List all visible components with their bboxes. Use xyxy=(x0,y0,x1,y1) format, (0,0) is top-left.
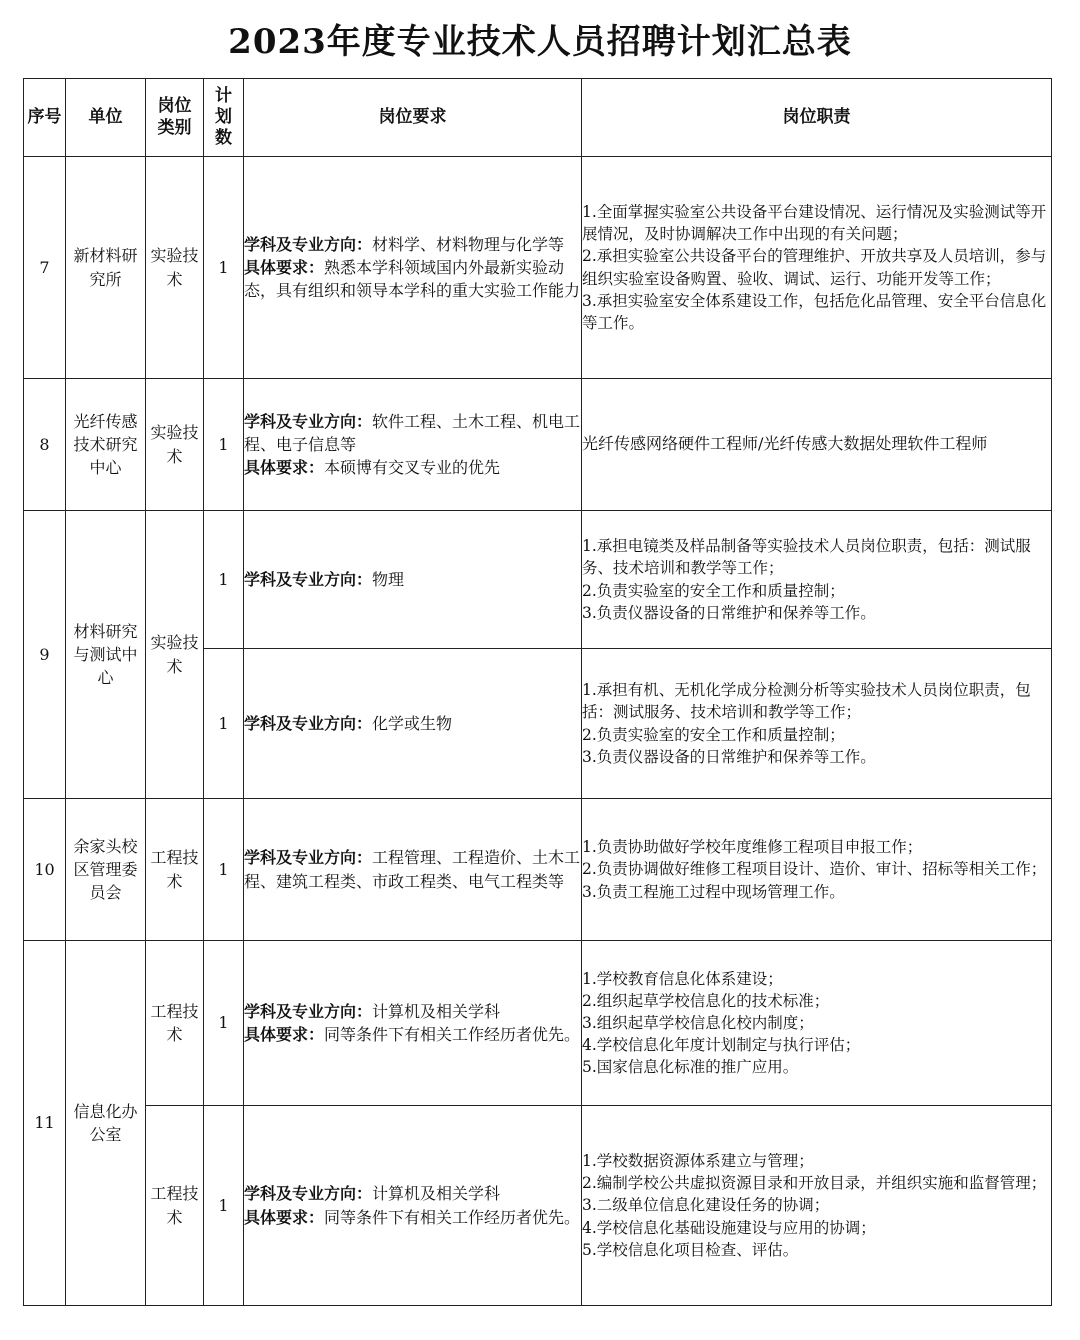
detail-value: 同等条件下有相关工作经历者优先。 xyxy=(324,1207,581,1227)
requirements-cell xyxy=(244,1106,582,1306)
duty-line: 1.学校教育信息化体系建设； xyxy=(582,969,783,988)
category-cell: 工程技术 xyxy=(146,941,204,1106)
count-cell: 1 xyxy=(204,157,244,379)
duties-cell xyxy=(582,799,1052,941)
duty-line: 3.组织起草学校信息化校内制度； xyxy=(582,1013,814,1032)
row-index: 8 xyxy=(24,379,66,511)
row-index: 9 xyxy=(24,511,66,799)
duty-line: 4.学校信息化基础设施建设与应用的协调； xyxy=(582,1218,876,1237)
duty-line: 2.组织起草学校信息化的技术标准； xyxy=(582,991,830,1010)
table-row xyxy=(24,799,1052,941)
row-index: 7 xyxy=(24,157,66,379)
field-label: 学科及专业方向： xyxy=(244,234,373,254)
detail-value: 同等条件下有相关工作经历者优先。 xyxy=(324,1025,581,1044)
requirements-cell xyxy=(244,941,582,1106)
duty-line: 5.国家信息化标准的推广应用。 xyxy=(582,1058,799,1077)
duty-line: 2.负责协调做好维修工程项目设计、造价、审计、招标等相关工作； xyxy=(582,860,1047,879)
duty-line: 1.负责协助做好学校年度维修工程项目申报工作； xyxy=(582,838,923,857)
duty-line: 2.负责实验室的安全工作和质量控制； xyxy=(582,581,845,600)
field-label: 学科及专业方向： xyxy=(244,848,373,868)
duty-line: 3.二级单位信息化建设任务的协调； xyxy=(582,1196,830,1215)
duties-cell xyxy=(582,649,1052,799)
duty-line: 3.负责仪器设备的日常维护和保养等工作。 xyxy=(582,747,876,766)
detail-label: 具体要求： xyxy=(244,1207,325,1227)
table-row xyxy=(24,941,1052,1106)
duties-cell: 光纤传感网络硬件工程师/光纤传感大数据处理软件工程师 xyxy=(582,379,1052,511)
count-cell: 1 xyxy=(204,1106,244,1306)
header-unit: 单位 xyxy=(66,79,146,157)
duty-line: 2.负责实验室的安全工作和质量控制； xyxy=(582,725,845,744)
field-value: 化学或生物 xyxy=(372,713,453,733)
duty-line: 1.全面掌握实验室公共设备平台建设情况、运行情况及实验测试等开展情况，及时协调解决工作中出现的有关问题； xyxy=(582,203,1047,244)
field-label: 学科及专业方向： xyxy=(244,1001,373,1021)
detail-label: 具体要求： xyxy=(244,257,325,277)
detail-label: 具体要求： xyxy=(244,1025,325,1044)
duty-line: 2.编制学校公共虚拟资源目录和开放目录，并组织实施和监督管理； xyxy=(582,1174,1047,1193)
count-cell: 1 xyxy=(204,379,244,511)
field-value: 计算机及相关学科 xyxy=(372,1184,501,1204)
unit-cell: 光纤传感技术研究中心 xyxy=(66,379,146,511)
category-cell: 工程技术 xyxy=(146,1106,204,1306)
header-count: 计划数 xyxy=(204,79,244,157)
requirements-cell xyxy=(244,799,582,941)
unit-cell: 余家头校区管理委员会 xyxy=(66,799,146,941)
requirements-cell xyxy=(244,511,582,649)
field-value: 软件工程、土木工程、机电工程、电子信息等 xyxy=(244,411,581,454)
detail-value: 本硕博有交叉专业的优先 xyxy=(324,458,501,478)
unit-cell: 新材料研究所 xyxy=(66,157,146,379)
header-duties: 岗位职责 xyxy=(582,79,1052,157)
header-category: 岗位类别 xyxy=(146,79,204,157)
requirements-cell xyxy=(244,157,582,379)
field-label: 学科及专业方向： xyxy=(244,569,373,589)
duty-line: 3.负责仪器设备的日常维护和保养等工作。 xyxy=(582,603,876,622)
requirements-cell xyxy=(244,379,582,511)
field-label: 学科及专业方向： xyxy=(244,713,373,733)
category-cell: 实验技术 xyxy=(146,379,204,511)
header-requirements: 岗位要求 xyxy=(244,79,582,157)
category-cell: 实验技术 xyxy=(146,511,204,799)
unit-cell: 材料研究与测试中心 xyxy=(66,511,146,799)
duties-cell xyxy=(582,1106,1052,1306)
unit-cell: 信息化办公室 xyxy=(66,941,146,1306)
count-cell: 1 xyxy=(204,799,244,941)
category-cell: 实验技术 xyxy=(146,157,204,379)
table-row xyxy=(24,511,1052,649)
requirements-cell xyxy=(244,649,582,799)
duty-line: 3.承担实验室安全体系建设工作，包括危化品管理、安全平台信息化等工作。 xyxy=(582,291,1047,332)
duties-cell xyxy=(582,941,1052,1106)
row-index: 10 xyxy=(24,799,66,941)
duties-cell xyxy=(582,157,1052,379)
category-cell: 工程技术 xyxy=(146,799,204,941)
table-row xyxy=(24,157,1052,379)
duty-line: 1.承担有机、无机化学成分检测分析等实验技术人员岗位职责，包括：测试服务、技术培训和教学等工作； xyxy=(582,681,1031,722)
duty-line: 4.学校信息化年度计划制定与执行评估； xyxy=(582,1036,861,1055)
duty-line: 3.负责工程施工过程中现场管理工作。 xyxy=(582,882,845,901)
field-label: 学科及专业方向： xyxy=(244,411,373,431)
duty-line: 1.学校数据资源体系建立与管理； xyxy=(582,1152,814,1171)
table-row xyxy=(24,379,1052,511)
field-label: 学科及专业方向： xyxy=(244,1184,373,1204)
count-cell: 1 xyxy=(204,649,244,799)
duties-cell xyxy=(582,511,1052,649)
page-title: 2023年度专业技术人员招聘计划汇总表 xyxy=(228,22,852,62)
duty-line: 2.承担实验室公共设备平台的管理维护、开放共享及人员培训，参与组织实验室设备购置、验收、调试、运行、功能开发等工作； xyxy=(582,247,1047,288)
field-value: 计算机及相关学科 xyxy=(372,1001,501,1021)
detail-value: 熟悉本学科领域国内外最新实验动态，具有组织和领导本学科的重大实验工作能力 xyxy=(244,257,581,301)
count-cell: 1 xyxy=(204,941,244,1106)
duty-line: 1.承担电镜类及样品制备等实验技术人员岗位职责，包括：测试服务、技术培训和教学等工作； xyxy=(582,537,1031,578)
detail-label: 具体要求： xyxy=(244,458,325,478)
field-value: 工程管理、工程造价、土木工程、建筑工程类、市政工程类、电气工程类等 xyxy=(244,848,581,891)
count-cell: 1 xyxy=(204,511,244,649)
duty-line: 5.学校信息化项目检查、评估。 xyxy=(582,1240,799,1259)
header-row xyxy=(24,79,1052,157)
field-value: 物理 xyxy=(372,569,405,589)
recruitment-table xyxy=(23,78,1052,1306)
table-row xyxy=(24,1106,1052,1306)
header-index: 序号 xyxy=(24,79,66,157)
field-value: 材料学、材料物理与化学等 xyxy=(372,234,565,254)
row-index: 11 xyxy=(24,941,66,1306)
